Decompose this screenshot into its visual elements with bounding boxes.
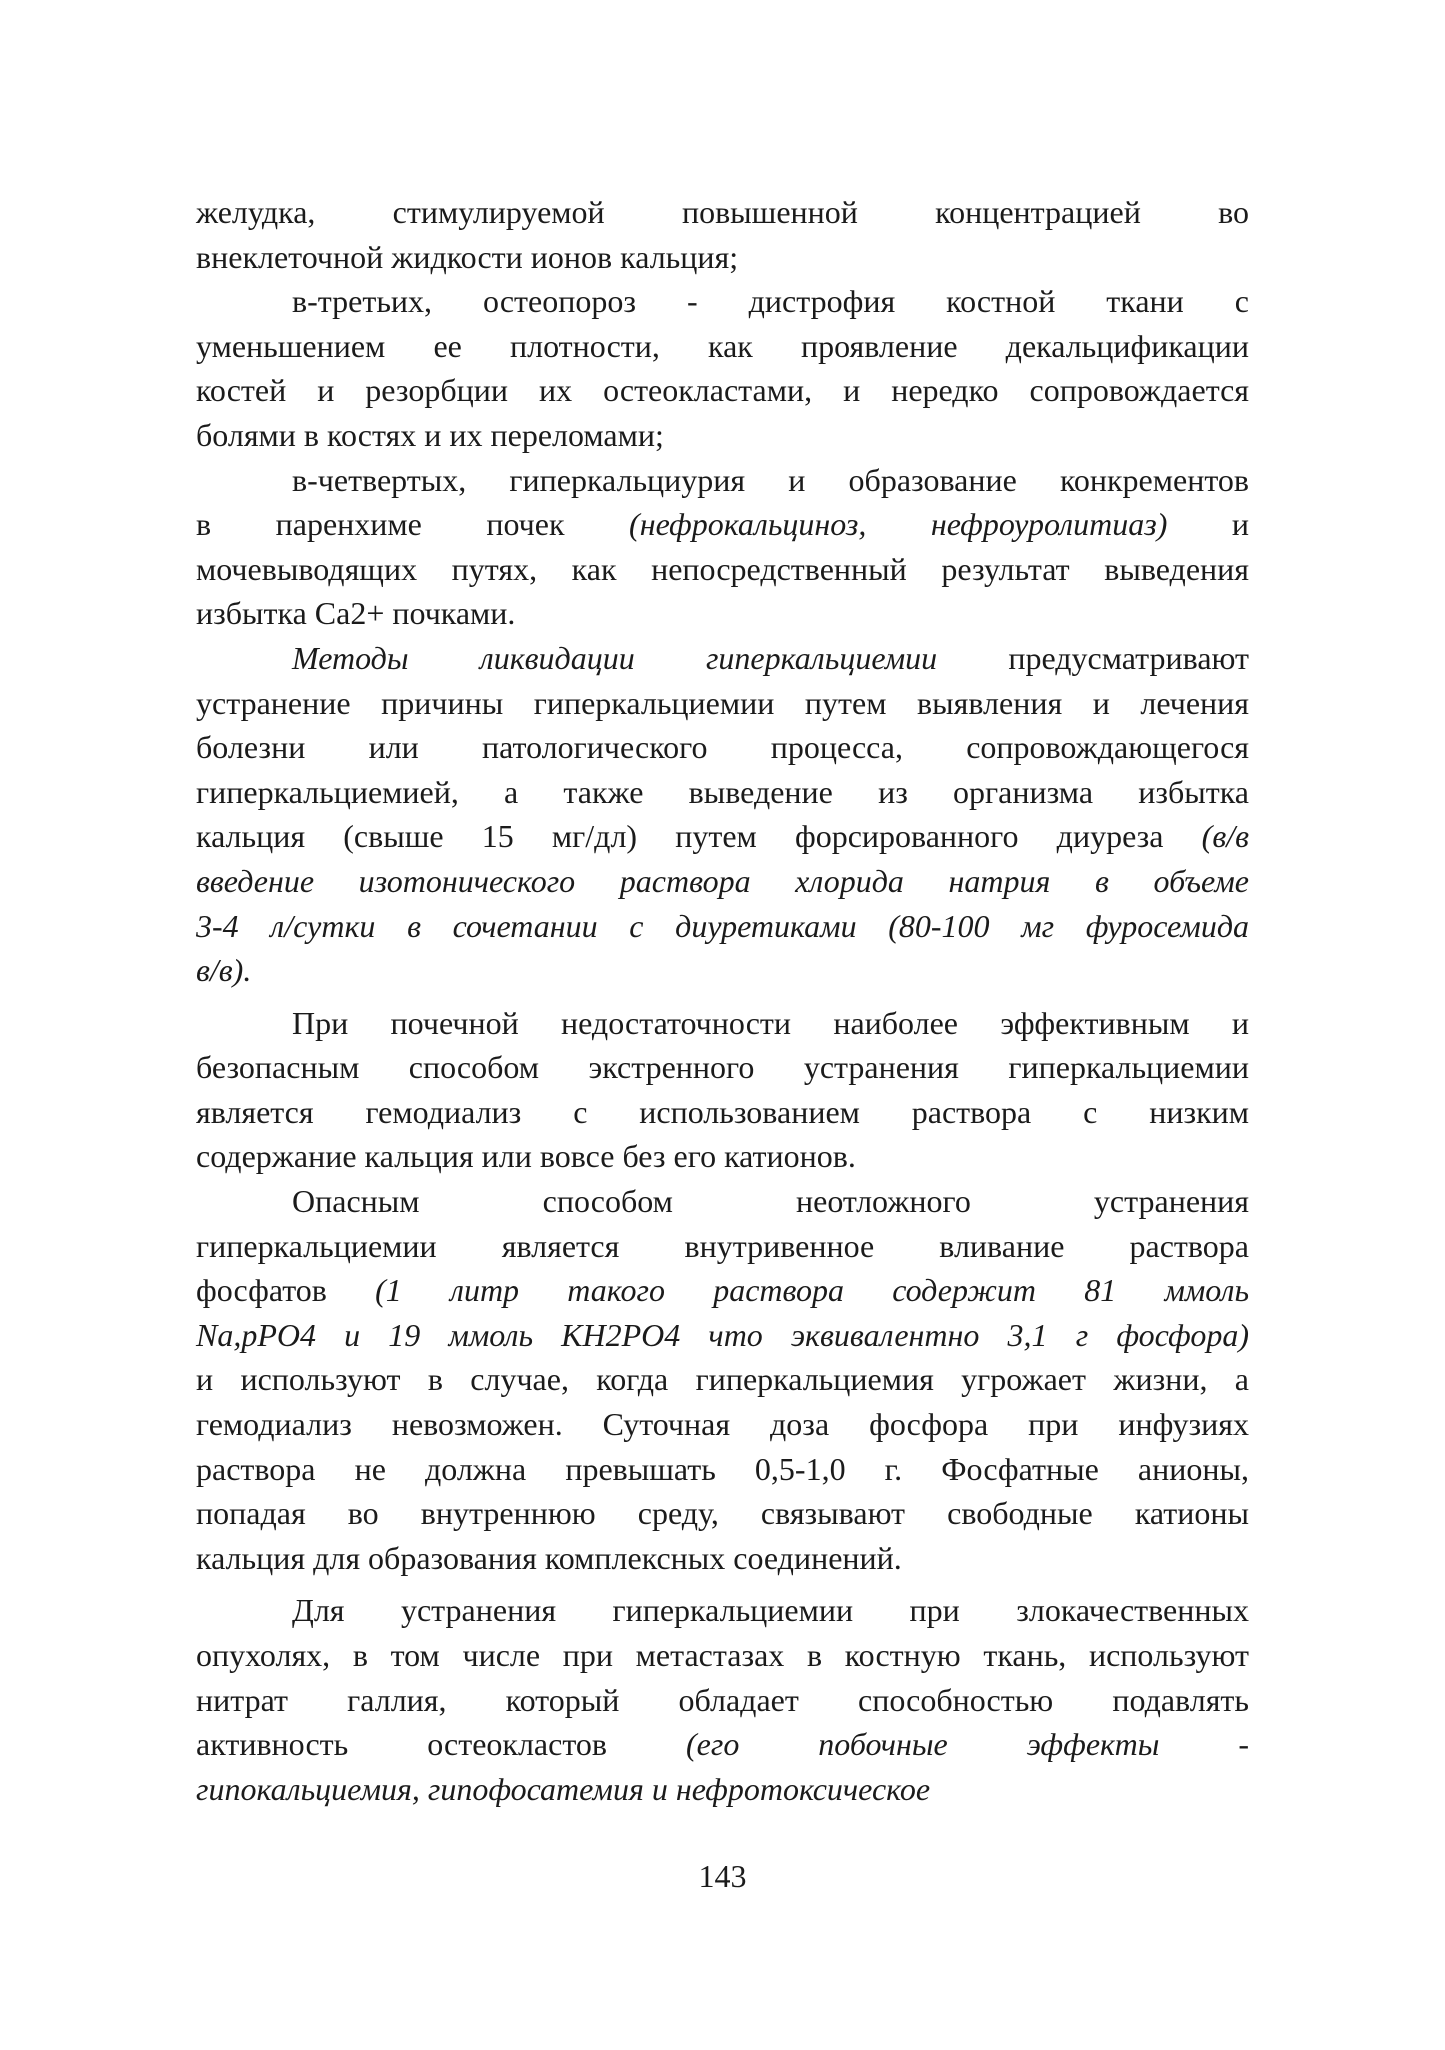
text-line <box>196 1134 1249 1179</box>
body-text <box>196 190 1249 1811</box>
text-run: гиперкальциемией, а также выведение из организма избытка <box>196 773 1249 810</box>
text-line <box>196 368 1249 413</box>
text-run: внеклеточной жидкости ионов кальция; <box>196 238 739 275</box>
italic-text: гипокальциемия, гипофосатемия и нефротоксическое <box>196 1770 931 1807</box>
text-run: и <box>1167 506 1250 543</box>
text-line <box>196 1491 1249 1536</box>
italic-text: 3-4 л/сутки в сочетании с диуретиками (80-100 мг фуросемида <box>196 907 1249 944</box>
text-line <box>196 1090 1249 1135</box>
text-line <box>196 1268 1249 1313</box>
italic-text: (в/в <box>1201 818 1249 855</box>
text-run: опухолях, в том числе при метастазах в костную ткань, используют <box>196 1637 1249 1673</box>
text-line <box>196 279 1249 324</box>
text-run: содержание кальция или вовсе без его катионов. <box>196 1138 856 1175</box>
text-run: предусматривают <box>937 639 1249 676</box>
text-line <box>196 458 1249 503</box>
text-run: избытка Са2+ почками. <box>196 595 516 632</box>
paragraph <box>196 1179 1249 1580</box>
text-line <box>196 1722 1249 1767</box>
paragraph-gap <box>196 993 1249 1001</box>
text-line <box>196 948 1249 993</box>
text-run: в-третьих, остеопороз - дистрофия костной ткани с <box>292 283 1249 320</box>
text-line <box>196 591 1249 636</box>
italic-text: Методы ликвидации гиперкальциемии <box>292 639 938 676</box>
text-line <box>196 502 1249 547</box>
text-line <box>196 859 1249 904</box>
paragraph <box>196 1001 1249 1179</box>
text-run: мочевыводящих путях, как непосредственный результат выведения <box>196 550 1249 587</box>
paragraph-gap <box>196 1580 1249 1588</box>
text-run: Для устранения гиперкальциемии при злокачественных <box>292 1592 1249 1629</box>
text-line <box>196 324 1249 369</box>
italic-text: введение изотонического раствора хлорида натрия в объеме <box>196 862 1249 899</box>
italic-text: Na,pPO4 и 19 ммоль KH2PO4 что эквивалентно 3,1 г фосфора) <box>196 1316 1249 1353</box>
text-line <box>196 1767 1249 1812</box>
paragraph <box>196 279 1249 457</box>
text-line <box>196 235 1249 280</box>
text-run: в паренхиме почек <box>196 506 630 543</box>
text-line <box>196 413 1249 458</box>
page-number: 143 <box>698 1858 747 1894</box>
text-run: Опасным способом неотложного устранения <box>292 1183 1249 1220</box>
text-run: фосфатов <box>196 1272 376 1309</box>
text-line <box>196 1678 1249 1723</box>
text-line <box>196 1357 1249 1402</box>
italic-text: (его побочные эффекты - <box>685 1726 1250 1763</box>
text-run: устранение причины гиперкальциемии путем выявления и лечения <box>196 684 1249 721</box>
text-run: раствора не должна превышать 0,5-1,0 г. Фосфатные анионы, <box>196 1450 1249 1487</box>
text-run: гиперкальциемии является внутривенное вливание раствора <box>196 1227 1249 1264</box>
italic-text: в/в). <box>196 952 252 989</box>
text-line <box>196 1313 1249 1358</box>
text-line <box>196 636 1249 681</box>
text-line <box>196 770 1249 815</box>
text-run: болями в костях и их переломами; <box>196 416 664 453</box>
text-run: уменьшением ее плотности, как проявление декальцификации <box>196 327 1249 364</box>
text-run: костей и резорбции их остеокластами, и нередко сопровождается <box>196 372 1249 409</box>
text-run: является гемодиализ с использованием раствора с низким <box>196 1093 1249 1130</box>
text-line <box>196 1402 1249 1447</box>
text-line <box>196 814 1249 859</box>
text-run: и используют в случае, когда гиперкальциемия угрожает жизни, а <box>196 1361 1249 1398</box>
text-line <box>196 904 1249 949</box>
text-run: болезни или патологического процесса, сопровождающегося <box>196 729 1249 766</box>
text-line <box>196 681 1249 726</box>
text-run: попадая во внутреннюю среду, связывают свободные катионы <box>196 1495 1249 1532</box>
text-run: При почечной недостаточности наиболее эффективным и <box>292 1004 1249 1041</box>
text-line <box>196 1045 1249 1090</box>
text-run: безопасным способом экстренного устранения гиперкальциемии <box>196 1049 1249 1086</box>
text-line <box>196 1447 1249 1492</box>
italic-text: (нефрокальциноз, нефроуролитиаз) <box>629 506 1168 543</box>
italic-text: (1 литр такого раствора содержит 81 ммоль <box>375 1272 1250 1309</box>
text-run: в-четвертых, гиперкальциурия и образование конкрементов <box>292 461 1249 498</box>
text-line <box>196 1179 1249 1224</box>
paragraph <box>196 1588 1249 1811</box>
paragraph <box>196 458 1249 636</box>
text-line <box>196 1224 1249 1269</box>
text-line <box>196 1588 1249 1633</box>
text-line <box>196 1633 1249 1678</box>
paragraph <box>196 636 1249 993</box>
text-line <box>196 1001 1249 1046</box>
text-line <box>196 547 1249 592</box>
paragraph <box>196 190 1249 279</box>
text-run: гемодиализ невозможен. Суточная доза фосфора при инфузиях <box>196 1406 1249 1443</box>
text-run: активность остеокластов <box>196 1726 686 1763</box>
text-line <box>196 725 1249 770</box>
text-run: кальция для образования комплексных соединений. <box>196 1539 902 1576</box>
text-line <box>196 190 1249 235</box>
text-run: нитрат галлия, который обладает способностью подавлять <box>196 1681 1249 1718</box>
text-run: кальция (свыше 15 мг/дл) путем форсированного диуреза <box>196 818 1202 855</box>
text-run: желудка, стимулируемой повышенной концентрацией во <box>196 194 1249 230</box>
text-line <box>196 1536 1249 1581</box>
